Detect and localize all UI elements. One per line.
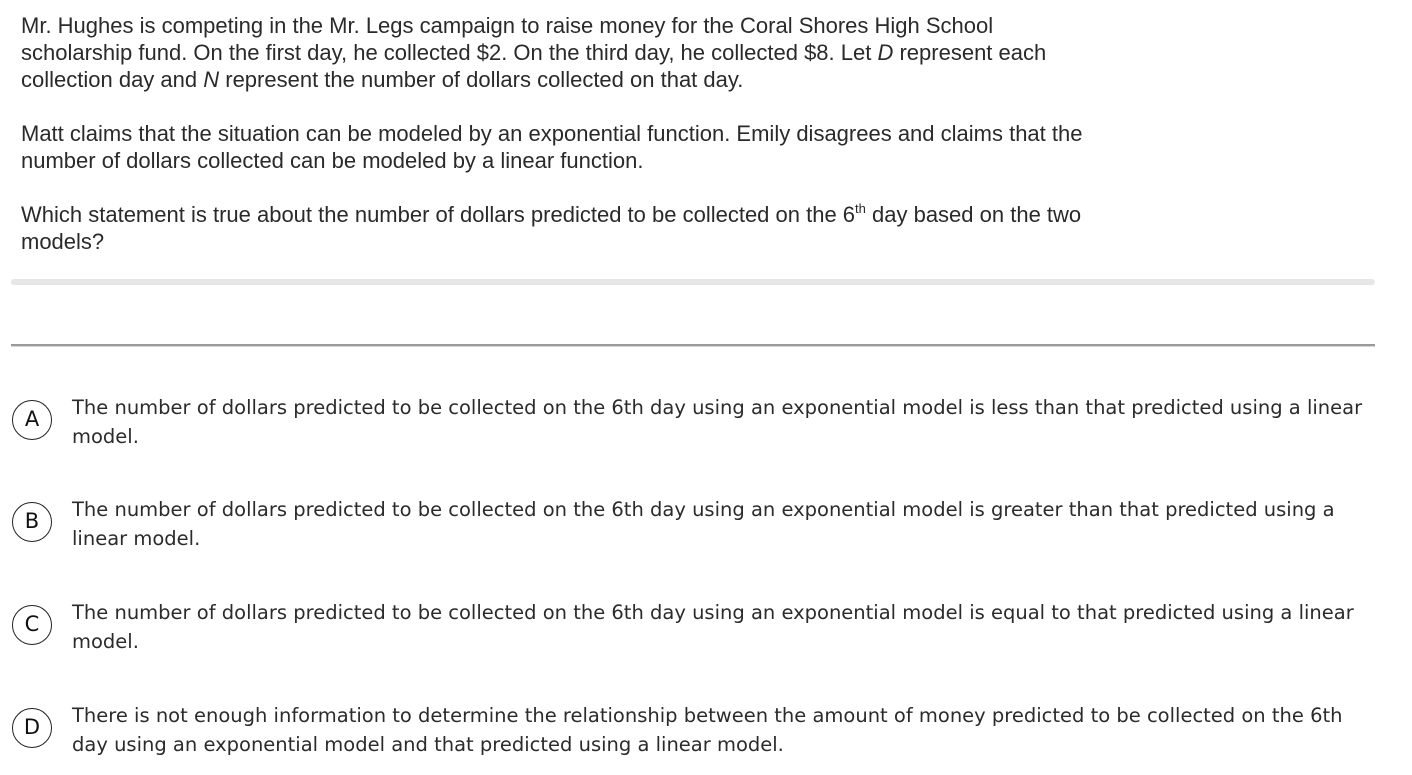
- choice-text[interactable]: The number of dollars predicted to be collected on the 6th day using an exponential model is less than that predicted using a linear model.: [72, 396, 1363, 448]
- divider: [11, 279, 1375, 285]
- question-paragraph-1: [21, 12, 1101, 93]
- choice-b[interactable]: [12, 498, 1382, 558]
- ordinal-suffix: th: [855, 201, 866, 216]
- choice-a[interactable]: [12, 396, 1382, 456]
- choice-text[interactable]: The number of dollars predicted to be collected on the 6th day using an exponential model is equal to that predicted using a linear model.: [72, 601, 1354, 653]
- question-text: represent each collection day and: [21, 40, 1047, 92]
- variable-d: D: [877, 40, 894, 65]
- question-text: Mr. Hughes is competing in the Mr. Legs campaign to raise money for the Coral Shores High School scholarship fund. On the first day, he collected $2. On the third day, he collected $8. Let: [21, 13, 994, 65]
- question-paragraph-3: [21, 201, 1101, 255]
- choice-letter-circle[interactable]: C: [12, 605, 52, 645]
- choice-c[interactable]: [12, 601, 1382, 661]
- choice-text[interactable]: There is not enough information to determine the relationship between the amount of money predicted to be collected on the 6th day using an exponential model and that predicted using a linear model.: [72, 704, 1343, 756]
- choice-letter-circle[interactable]: A: [12, 400, 52, 440]
- choice-text[interactable]: The number of dollars predicted to be collected on the 6th day using an exponential model is greater than that predicted using a linear model.: [72, 498, 1335, 550]
- question-stem: [21, 12, 1101, 282]
- question-text: Matt claims that the situation can be modeled by an exponential function. Emily disagrees and claims that the number of dollars collected can be modeled by a linear function.: [21, 121, 1083, 173]
- variable-n: N: [203, 67, 220, 92]
- question-text: Which statement is true about the number of dollars predicted to be collected on the 6: [21, 202, 856, 227]
- choice-d[interactable]: [12, 704, 1382, 764]
- divider: [11, 344, 1375, 347]
- question-text: represent the number of dollars collected on that day.: [219, 67, 744, 92]
- question-text: day based on the two models?: [21, 202, 1082, 254]
- choice-letter-circle[interactable]: B: [12, 502, 52, 542]
- question-paragraph-2: [21, 120, 1101, 174]
- choice-letter-circle[interactable]: D: [12, 708, 52, 748]
